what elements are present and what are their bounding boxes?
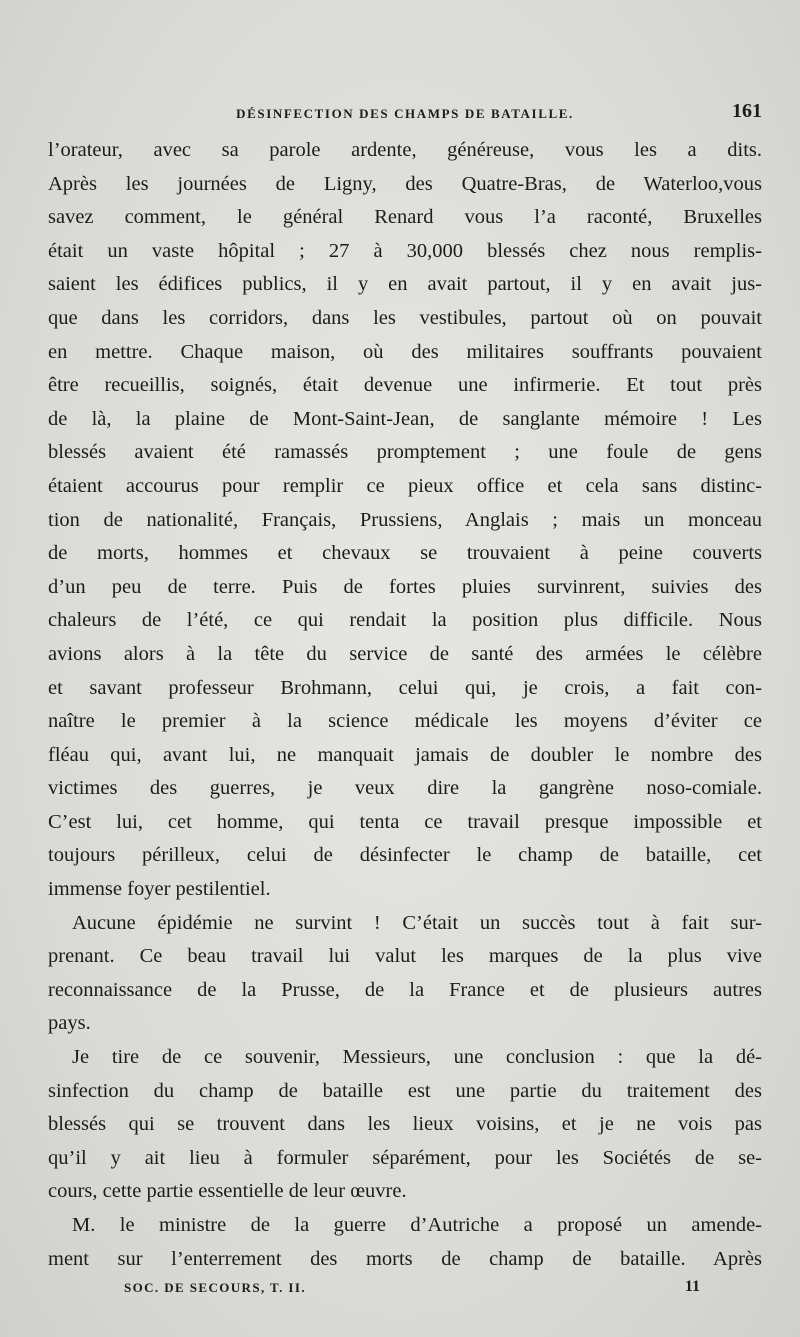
paragraph [48,907,762,1041]
paragraph [48,1041,762,1209]
signature-mark: 11 [684,1278,700,1295]
text-line: naître le premier à la science médicale les moyens d’éviter ce [48,710,762,733]
text-line: Je tire de ce souvenir, Messieurs, une conclusion : que la dé- [72,1046,762,1069]
text-line: Aucune épidémie ne survint ! C’était un succès tout à fait sur- [72,911,762,934]
text-line: immense foyer pestilentiel. [48,878,271,901]
text-line: savez comment, le général Renard vous l’a raconté, Bruxelles [48,206,762,229]
text-line: blessés avaient été ramassés promptement ; une foule de gens [48,441,762,464]
page-footer [124,1278,700,1302]
running-title: DÉSINFECTION DES CHAMPS DE BATAILLE. [236,106,574,121]
text-line: l’orateur, avec sa parole ardente, généreuse, vous les a dits. [48,139,762,161]
text-line: que dans les corridors, dans les vestibules, partout où on pouvait [48,306,762,329]
text-line: prenant. Ce beau travail lui valut les marques de la plus vive [48,945,762,968]
paragraph [48,1209,762,1276]
text-line: sinfection du champ de bataille est une partie du traitement des [48,1079,762,1102]
text-line: de morts, hommes et chevaux se trouvaient à peine couverts [48,542,762,565]
text-line: blessés qui se trouvent dans les lieux voisins, et je ne vois pas [48,1113,762,1136]
text-line: ment sur l’enterrement des morts de champ de bataille. Après [48,1247,762,1270]
text-line: d’un peu de terre. Puis de fortes pluies survinrent, suivies des [48,575,762,598]
text-line: saient les édifices publics, il y en avait partout, il y en avait jus- [48,273,762,296]
text-line: et savant professeur Brohmann, celui qui, je crois, a fait con- [48,676,762,699]
paragraph [48,134,762,907]
text-line: fléau qui, avant lui, ne manquait jamais de doubler le nombre des [48,743,762,766]
printer-signature: SOC. DE SECOURS, T. II. [124,1280,306,1295]
text-line: en mettre. Chaque maison, où des militaires souffrants pouvaient [48,340,762,363]
text-line: de là, la plaine de Mont-Saint-Jean, de sanglante mémoire ! Les [48,407,762,430]
text-line: être recueillis, soignés, était devenue une infirmerie. Et tout près [48,374,762,397]
text-line: cours, cette partie essentielle de leur œuvre. [48,1180,407,1203]
text-line: victimes des guerres, je veux dire la gangrène noso-comiale. [48,777,762,800]
page-number: 161 [732,100,762,122]
text-line: C’est lui, cet homme, qui tenta ce travail presque impossible et [48,810,762,833]
text-line: toujours périlleux, celui de désinfecter le champ de bataille, cet [48,844,762,867]
text-line: chaleurs de l’été, ce qui rendait la position plus difficile. Nous [48,609,762,632]
text-line: pays. [48,1012,91,1035]
text-line: était un vaste hôpital ; 27 à 30,000 blessés chez nous remplis- [48,239,762,262]
text-line: reconnaissance de la Prusse, de la France et de plusieurs autres [48,978,762,1001]
body-text [48,134,762,1276]
running-head [48,100,762,130]
text-line: étaient accourus pour remplir ce pieux office et cela sans distinc- [48,474,762,497]
text-line: avions alors à la tête du service de santé des armées le célèbre [48,642,762,665]
text-line: Après les journées de Ligny, des Quatre-Bras, de Waterloo,vous [48,172,762,195]
text-line: qu’il y ait lieu à formuler séparément, pour les Sociétés de se- [48,1146,762,1169]
text-line: M. le ministre de la guerre d’Autriche a proposé un amende- [72,1214,762,1236]
text-line: tion de nationalité, Français, Prussiens, Anglais ; mais un monceau [48,508,762,531]
